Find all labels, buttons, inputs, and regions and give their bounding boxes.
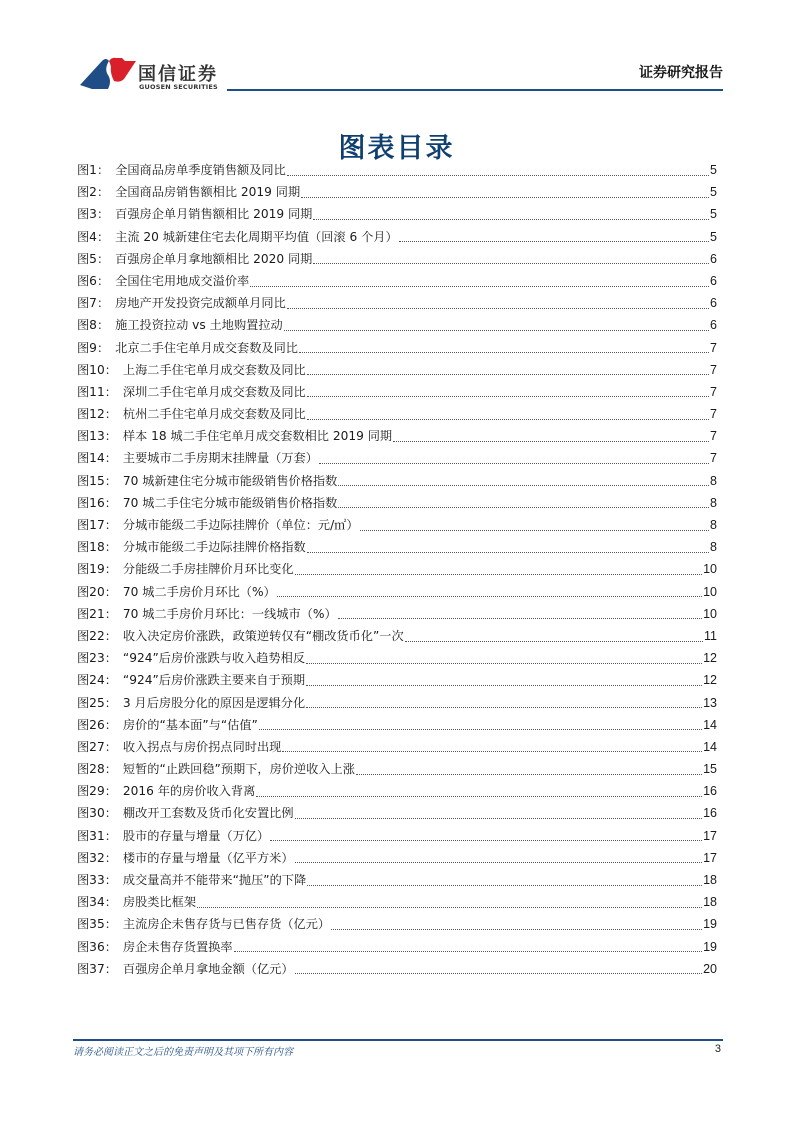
toc-entry[interactable] (77, 337, 717, 359)
figure-title[interactable]: 成交量高并不能带来“抛压”的下降 (122, 873, 307, 887)
dot-leader (284, 330, 709, 331)
toc-entry[interactable] (77, 403, 717, 425)
page-title: 图表目录 (338, 133, 455, 164)
dot-leader (295, 973, 703, 974)
toc-entry[interactable] (77, 381, 717, 403)
dot-leader (307, 419, 709, 420)
toc-entry[interactable] (77, 159, 717, 181)
toc-entry[interactable] (77, 825, 717, 847)
figure-title[interactable]: 施工投资拉动 vs 土地购置拉动 (115, 318, 283, 333)
dot-leader (356, 774, 702, 775)
page-reference[interactable]: 8 (710, 540, 717, 555)
figure-title[interactable]: 房股类比框架 (122, 895, 197, 910)
figure-title[interactable]: 分城市能级二手边际挂牌价格指数 (122, 540, 306, 555)
dot-leader (295, 818, 703, 819)
figure-title[interactable]: 全国商品房单季度销售额及同比 (115, 163, 286, 177)
figure-title[interactable]: 杭州二手住宅单月成交套数及同比 (122, 407, 306, 422)
figure-number: 图3： (77, 207, 110, 222)
figure-number: 图33： (77, 873, 117, 887)
figure-title[interactable]: 短暂的“止跌回稳”预期下，房价逆收入上涨 (122, 762, 355, 777)
toc-entry[interactable] (77, 802, 717, 824)
page-reference[interactable]: 10 (703, 584, 717, 599)
figure-title[interactable]: 楼市的存量与增量（亿平方米） (122, 850, 294, 865)
figure-title[interactable]: 全国住宅用地成交溢价率 (115, 273, 250, 288)
page-reference[interactable]: 10 (703, 606, 717, 621)
figure-number: 图20： (77, 584, 117, 599)
figure-number: 图21： (77, 606, 117, 621)
figure-number: 图14： (77, 451, 117, 466)
dot-leader (197, 907, 702, 908)
table-of-figures (77, 159, 717, 980)
dot-leader (338, 618, 702, 619)
page-reference[interactable]: 18 (703, 873, 717, 887)
figure-title[interactable]: 样本 18 城二手住宅单月成交套数相比 2019 同期 (122, 429, 393, 444)
toc-entry[interactable] (77, 847, 717, 869)
page-reference[interactable]: 6 (710, 273, 717, 288)
figure-number: 图27： (77, 739, 117, 754)
brand-name-cn: 国信证券 (138, 64, 218, 85)
dot-leader (313, 219, 709, 220)
figure-title[interactable]: 收入拐点与房价拐点同时出现 (122, 739, 282, 754)
toc-entry[interactable] (77, 270, 717, 292)
toc-entry[interactable] (77, 758, 717, 780)
toc-entry[interactable] (77, 292, 717, 314)
figure-number: 图34： (77, 895, 117, 910)
report-type-label: 证券研究报告 (639, 65, 723, 81)
toc-entry[interactable] (77, 470, 717, 492)
figure-number: 图7： (77, 296, 110, 311)
figure-title[interactable]: “924”后房价涨跌主要来自于预期 (122, 673, 306, 688)
toc-entry[interactable] (77, 936, 717, 958)
figure-number: 图35： (77, 917, 117, 932)
page-reference[interactable]: 5 (710, 163, 717, 177)
toc-entry[interactable] (77, 314, 717, 336)
dot-leader (307, 396, 709, 397)
header-divider (227, 89, 723, 91)
dot-leader (234, 951, 703, 952)
figure-title[interactable]: 2016 年的房价收入背离 (122, 784, 256, 799)
dot-leader (399, 241, 709, 242)
page-reference[interactable]: 17 (703, 828, 717, 843)
toc-entry[interactable] (77, 869, 717, 891)
figure-number: 图9： (77, 340, 110, 355)
figure-number: 图36： (77, 939, 117, 954)
footer-divider (73, 1039, 723, 1041)
dot-leader (256, 796, 702, 797)
figure-title[interactable]: 70 城二手房价月环比（%） (122, 584, 276, 599)
dot-leader (277, 596, 702, 597)
figure-number: 图12： (77, 407, 117, 422)
dot-leader (301, 197, 709, 198)
dot-leader (307, 552, 709, 553)
page-reference[interactable]: 7 (710, 340, 717, 355)
brand-name-en: GUOSEN SECURITIES (139, 83, 218, 91)
toc-entry[interactable] (77, 714, 717, 736)
figure-title[interactable]: 北京二手住宅单月成交套数及同比 (115, 340, 298, 355)
toc-entry[interactable] (77, 692, 717, 714)
page-reference[interactable]: 6 (710, 296, 717, 311)
dot-leader (319, 463, 709, 464)
figure-number: 图1： (77, 163, 110, 177)
toc-entry[interactable] (77, 891, 717, 913)
figure-number: 图16： (77, 495, 117, 510)
page-reference[interactable]: 16 (703, 806, 717, 821)
toc-entry[interactable] (77, 181, 717, 203)
figure-title[interactable]: 房企未售存货置换率 (122, 939, 233, 954)
figure-title[interactable]: 百强房企单月销售额相比 2019 同期 (115, 207, 313, 222)
figure-number: 图26： (77, 717, 117, 732)
toc-entry[interactable] (77, 248, 717, 270)
figure-number: 图4： (77, 229, 110, 244)
figure-number: 图28： (77, 762, 117, 777)
page-reference[interactable]: 8 (710, 495, 717, 510)
toc-entry[interactable] (77, 492, 717, 514)
figure-number: 图30： (77, 806, 117, 821)
dot-leader (405, 641, 703, 642)
figure-title[interactable]: 房价的“基本面”与“估值” (122, 717, 258, 732)
dot-leader (338, 485, 709, 486)
dot-leader (250, 286, 709, 287)
page-reference[interactable]: 5 (710, 207, 717, 222)
page-reference[interactable]: 8 (710, 473, 717, 488)
page-reference[interactable]: 6 (710, 251, 717, 266)
figure-title[interactable]: 70 城新建住宅分城市能级销售价格指数 (122, 473, 338, 488)
figure-title[interactable]: 70 城二手住宅分城市能级销售价格指数 (122, 495, 338, 510)
toc-entry[interactable] (77, 558, 717, 580)
figure-number: 图19： (77, 562, 117, 577)
dot-leader (306, 663, 702, 664)
dot-leader (313, 263, 709, 264)
toc-entry[interactable] (77, 736, 717, 758)
figure-title[interactable]: 分能级二手房挂牌价月环比变化 (122, 562, 294, 577)
page-reference[interactable]: 7 (710, 384, 717, 399)
dot-leader (307, 885, 702, 886)
footer-disclaimer: 请务必阅读正文之后的免责声明及其项下所有内容 (73, 1047, 293, 1058)
figure-title[interactable]: 分城市能级二手边际挂牌价（单位：元/㎡） (122, 518, 359, 532)
page-reference[interactable]: 18 (703, 895, 717, 910)
page-reference[interactable]: 6 (710, 318, 717, 333)
dot-leader (295, 574, 703, 575)
page-reference[interactable]: 12 (703, 673, 717, 688)
toc-entry[interactable] (77, 536, 717, 558)
figure-number: 图29： (77, 784, 117, 799)
dot-leader (306, 707, 702, 708)
figure-title[interactable]: 上海二手住宅单月成交套数及同比 (122, 362, 306, 377)
figure-title[interactable]: 主流房企未售存货与已售存货（亿元） (122, 917, 331, 932)
dot-leader (331, 929, 702, 930)
dot-leader (307, 374, 709, 375)
figure-title[interactable]: “924”后房价涨跌与收入趋势相反 (122, 651, 306, 666)
figure-number: 图5： (77, 251, 110, 266)
dot-leader (287, 175, 709, 176)
toc-entry[interactable] (77, 669, 717, 691)
page-reference[interactable]: 19 (703, 939, 717, 954)
page-header (0, 0, 793, 100)
figure-title[interactable]: 3 月后房股分化的原因是逻辑分化 (122, 695, 306, 710)
figure-number: 图31： (77, 828, 117, 843)
page-reference[interactable]: 8 (710, 518, 717, 532)
figure-number: 图24： (77, 673, 117, 688)
figure-number: 图32： (77, 850, 117, 865)
toc-entry[interactable] (77, 203, 717, 225)
dot-leader (295, 862, 703, 863)
page-reference[interactable]: 12 (703, 651, 717, 666)
figure-number: 图2： (77, 185, 110, 200)
figure-title[interactable]: 主流 20 城新建住宅去化周期平均值（回滚 6 个月） (115, 229, 398, 244)
page-reference[interactable]: 7 (710, 407, 717, 422)
figure-number: 图37： (77, 961, 117, 976)
figure-number: 图18： (77, 540, 117, 555)
dot-leader (360, 530, 709, 531)
figure-title[interactable]: 百强房企单月拿地金额（亿元） (122, 961, 294, 976)
figure-title[interactable]: 70 城二手房价月环比：一线城市（%） (122, 606, 337, 621)
figure-title[interactable]: 棚改开工套数及货币化安置比例 (122, 806, 294, 821)
figure-title[interactable]: 主要城市二手房期末挂牌量（万套） (122, 451, 318, 466)
figure-number: 图13： (77, 429, 117, 444)
toc-entry[interactable] (77, 581, 717, 603)
toc-entry[interactable] (77, 780, 717, 802)
toc-entry[interactable] (77, 514, 717, 536)
figure-number: 图15： (77, 473, 117, 488)
figure-number: 图10： (77, 362, 117, 377)
page-reference[interactable]: 5 (710, 229, 717, 244)
figure-number: 图17： (77, 518, 117, 532)
figure-number: 图6： (77, 273, 110, 288)
page-reference[interactable]: 19 (703, 917, 717, 932)
figure-title[interactable]: 全国商品房销售额相比 2019 同期 (115, 185, 301, 200)
page-reference[interactable]: 7 (710, 362, 717, 377)
toc-entry[interactable] (77, 447, 717, 469)
page-reference[interactable]: 11 (704, 628, 717, 643)
toc-entry[interactable] (77, 958, 717, 980)
page-reference[interactable]: 13 (703, 695, 717, 710)
guosen-logo-icon (78, 55, 138, 89)
figure-title[interactable]: 股市的存量与增量（万亿） (122, 828, 270, 843)
toc-entry[interactable] (77, 913, 717, 935)
figure-number: 图11： (77, 384, 117, 399)
dot-leader (306, 685, 702, 686)
page-reference[interactable]: 16 (703, 784, 717, 799)
dot-leader (287, 308, 709, 309)
toc-entry[interactable] (77, 625, 717, 647)
figure-title[interactable]: 百强房企单月拿地额相比 2020 同期 (115, 251, 313, 266)
page-number: 3 (714, 1043, 721, 1055)
figure-number: 图8： (77, 318, 110, 333)
page-reference[interactable]: 7 (710, 451, 717, 466)
page-reference[interactable]: 17 (703, 850, 717, 865)
dot-leader (259, 729, 702, 730)
page-reference[interactable]: 20 (703, 961, 717, 976)
dot-leader (270, 840, 702, 841)
figure-title[interactable]: 收入决定房价涨跌，政策逆转仅有“棚改货币化”一次 (122, 628, 404, 643)
figure-number: 图23： (77, 651, 117, 666)
figure-number: 图25： (77, 695, 117, 710)
figure-title[interactable]: 房地产开发投资完成额单月同比 (115, 296, 286, 311)
figure-title[interactable]: 深圳二手住宅单月成交套数及同比 (122, 384, 306, 399)
dot-leader (282, 751, 702, 752)
dot-leader (299, 352, 709, 353)
toc-entry[interactable] (77, 226, 717, 248)
toc-entry[interactable] (77, 359, 717, 381)
figure-number: 图22： (77, 628, 117, 643)
dot-leader (393, 441, 709, 442)
dot-leader (338, 507, 709, 508)
toc-entry[interactable] (77, 603, 717, 625)
page-reference[interactable]: 14 (703, 739, 717, 754)
toc-entry[interactable] (77, 425, 717, 447)
page-reference[interactable]: 10 (703, 562, 717, 577)
page-reference[interactable]: 14 (703, 717, 717, 732)
page-reference[interactable]: 5 (710, 185, 717, 200)
page-reference[interactable]: 15 (703, 762, 717, 777)
toc-entry[interactable] (77, 647, 717, 669)
page-reference[interactable]: 7 (710, 429, 717, 444)
